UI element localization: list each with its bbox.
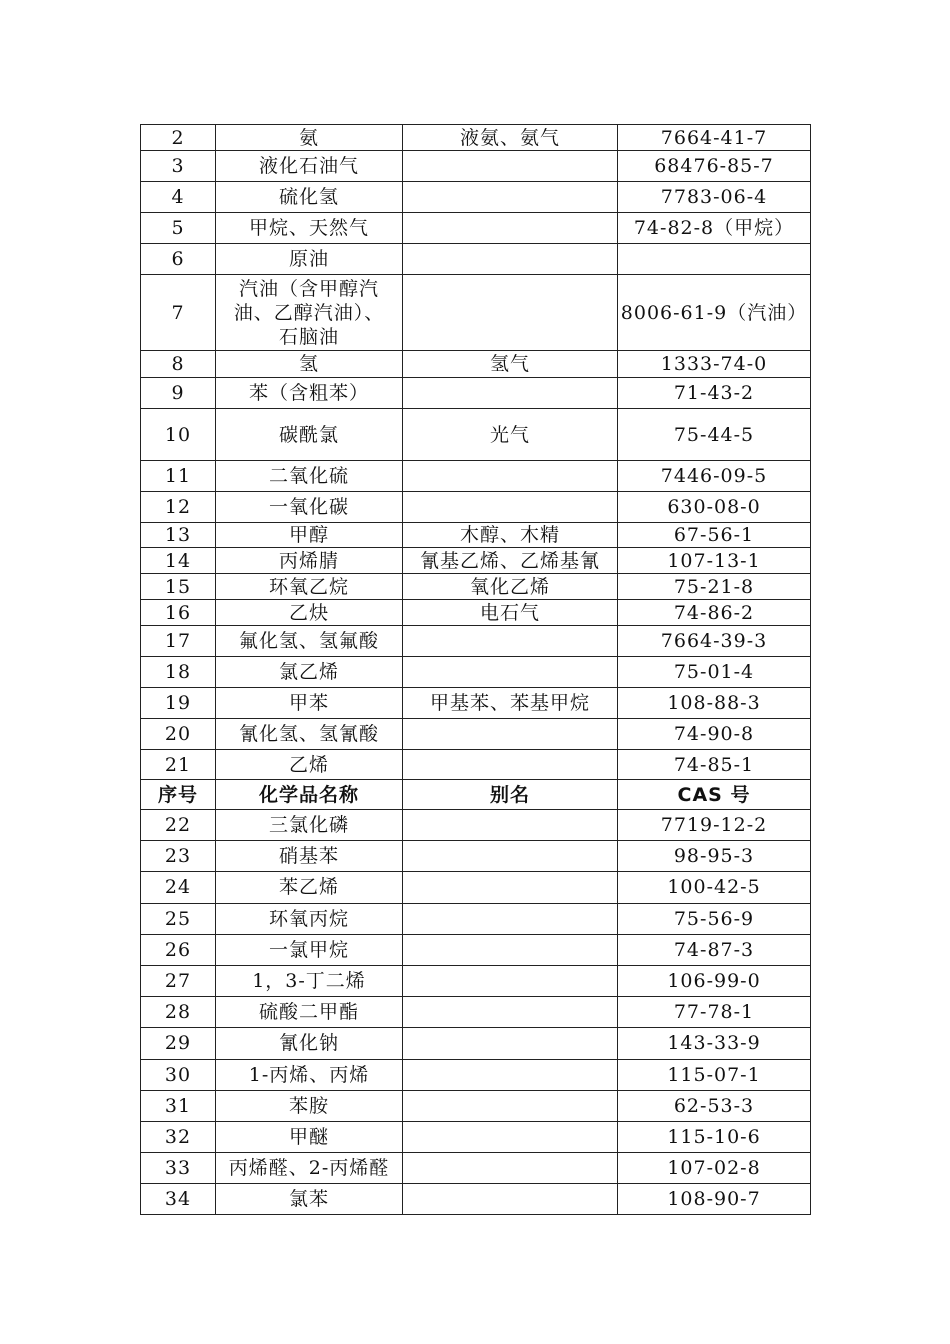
table-row [141,409,811,461]
chemical-alias: 电石气 [403,600,618,626]
table-row [141,378,811,409]
row-number: 28 [141,997,216,1028]
chemical-name: 丙烯醛、2-丙烯醛 [216,1153,403,1184]
chemical-alias: 氰基乙烯、乙烯基氰 [403,548,618,574]
chemical-alias [403,934,618,965]
chemical-name: 乙烯 [216,750,403,780]
cas-number: 1333-74-0 [618,351,811,378]
table-row [141,1153,811,1184]
cas-number: 75-44-5 [618,409,811,461]
header-name: 化学品名称 [216,780,403,810]
chemical-name: 1-丙烯、丙烯 [216,1059,403,1090]
table-row [141,600,811,626]
cas-number: 75-56-9 [618,903,811,934]
table-row [141,934,811,965]
cas-number: 74-86-2 [618,600,811,626]
table-row [141,523,811,548]
row-number: 17 [141,626,216,657]
chemical-alias [403,461,618,492]
cas-number: 74-82-8（甲烷） [618,213,811,244]
chemical-name-line: 汽油（含甲醇汽 [238,277,379,300]
chemical-name: 氰化氢、氢氰酸 [216,719,403,750]
chemical-name [216,275,403,351]
header-alias: 别名 [403,780,618,810]
cas-number [618,244,811,275]
chemical-alias [403,841,618,872]
table-row [141,182,811,213]
cas-number: 74-85-1 [618,750,811,780]
cas-number: 74-90-8 [618,719,811,750]
row-number: 14 [141,548,216,574]
table-row [141,688,811,719]
chemical-alias [403,657,618,688]
cas-number: 100-42-5 [618,872,811,903]
row-number: 33 [141,1153,216,1184]
row-number: 21 [141,750,216,780]
cas-number: 98-95-3 [618,841,811,872]
chemical-alias: 光气 [403,409,618,461]
table-row [141,213,811,244]
row-number: 7 [141,275,216,351]
row-number: 16 [141,600,216,626]
chemical-name: 丙烯腈 [216,548,403,574]
table-row [141,1059,811,1090]
chemical-name: 硝基苯 [216,841,403,872]
table-row [141,903,811,934]
cas-number: 71-43-2 [618,378,811,409]
table-row [141,351,811,378]
chemical-alias [403,275,618,351]
table-row [141,965,811,996]
chemical-alias [403,1059,618,1090]
cas-number: 115-07-1 [618,1059,811,1090]
row-number: 23 [141,841,216,872]
table-row [141,1028,811,1059]
chemical-alias [403,965,618,996]
cas-number: 62-53-3 [618,1090,811,1121]
chemical-name: 苯乙烯 [216,872,403,903]
row-number: 22 [141,810,216,841]
row-number: 5 [141,213,216,244]
table-row [141,626,811,657]
chemical-alias [403,244,618,275]
row-number: 29 [141,1028,216,1059]
table-row [141,492,811,523]
chemical-alias [403,182,618,213]
cas-number: 7664-39-3 [618,626,811,657]
chemical-name: 硫酸二甲酯 [216,997,403,1028]
row-number: 30 [141,1059,216,1090]
header-cas: CAS 号 [618,780,811,810]
chemical-name: 一氧化碳 [216,492,403,523]
chemical-name: 苯胺 [216,1090,403,1121]
cas-number: 7719-12-2 [618,810,811,841]
chemical-alias [403,719,618,750]
chemical-name-line: 石脑油 [278,325,339,348]
row-number: 18 [141,657,216,688]
table-row [141,461,811,492]
chemical-alias: 氢气 [403,351,618,378]
cas-number: 7446-09-5 [618,461,811,492]
chemical-name: 氢 [216,351,403,378]
cas-number: 77-78-1 [618,997,811,1028]
chemical-alias: 氧化乙烯 [403,574,618,600]
table-row [141,810,811,841]
chemical-name: 氰化钠 [216,1028,403,1059]
cas-number: 108-88-3 [618,688,811,719]
cas-number: 68476-85-7 [618,151,811,182]
chemical-name: 氟化氢、氢氟酸 [216,626,403,657]
chemical-alias [403,151,618,182]
chemical-name: 环氧丙烷 [216,903,403,934]
chemical-name: 甲醚 [216,1121,403,1152]
cas-number: 115-10-6 [618,1121,811,1152]
cas-number: 8006-61-9（汽油） [618,275,811,351]
table-row [141,719,811,750]
chemical-alias [403,1090,618,1121]
chemical-name: 氨 [216,125,403,151]
cas-number: 67-56-1 [618,523,811,548]
table-row [141,657,811,688]
chemical-alias [403,903,618,934]
cas-number: 75-01-4 [618,657,811,688]
hazardous-chemicals-table [140,124,811,1215]
table-row [141,125,811,151]
chemical-name: 1，3-丁二烯 [216,965,403,996]
row-number: 19 [141,688,216,719]
chemical-name: 三氯化磷 [216,810,403,841]
chemical-alias [403,1184,618,1215]
chemical-alias [403,1153,618,1184]
table-body-part-2 [141,810,811,1215]
row-number: 11 [141,461,216,492]
chemical-alias [403,1028,618,1059]
chemical-name: 氯苯 [216,1184,403,1215]
row-number: 3 [141,151,216,182]
cas-number: 143-33-9 [618,1028,811,1059]
table-header-repeat [141,780,811,810]
chemical-name: 甲苯 [216,688,403,719]
chemical-name: 甲烷、天然气 [216,213,403,244]
chemical-name: 原油 [216,244,403,275]
cas-number: 74-87-3 [618,934,811,965]
header-row [141,780,811,810]
cas-number: 108-90-7 [618,1184,811,1215]
table-row [141,244,811,275]
row-number: 9 [141,378,216,409]
chemical-name: 苯（含粗苯） [216,378,403,409]
chemical-alias [403,626,618,657]
table-row [141,750,811,780]
row-number: 26 [141,934,216,965]
table-body-part-1 [141,125,811,780]
table-row [141,574,811,600]
row-number: 6 [141,244,216,275]
chemical-alias [403,997,618,1028]
row-number: 32 [141,1121,216,1152]
chemical-alias: 甲基苯、苯基甲烷 [403,688,618,719]
table-row [141,275,811,351]
chemical-alias [403,1121,618,1152]
row-number: 10 [141,409,216,461]
table-row [141,997,811,1028]
cas-number: 106-99-0 [618,965,811,996]
chemical-name: 硫化氢 [216,182,403,213]
chemical-alias [403,378,618,409]
chemical-name: 碳酰氯 [216,409,403,461]
table-row [141,548,811,574]
chemical-name: 氯乙烯 [216,657,403,688]
cas-number: 107-13-1 [618,548,811,574]
row-number: 34 [141,1184,216,1215]
chemical-alias [403,750,618,780]
chemical-alias [403,213,618,244]
row-number: 15 [141,574,216,600]
row-number: 20 [141,719,216,750]
cas-number: 7783-06-4 [618,182,811,213]
chemical-alias [403,872,618,903]
table-row [141,872,811,903]
row-number: 13 [141,523,216,548]
cas-number: 7664-41-7 [618,125,811,151]
row-number: 25 [141,903,216,934]
chemical-name: 环氧乙烷 [216,574,403,600]
chemical-alias [403,810,618,841]
row-number: 2 [141,125,216,151]
chemical-alias: 液氨、氨气 [403,125,618,151]
row-number: 12 [141,492,216,523]
chemical-name: 液化石油气 [216,151,403,182]
cas-number: 630-08-0 [618,492,811,523]
row-number: 27 [141,965,216,996]
table-row [141,1121,811,1152]
row-number: 31 [141,1090,216,1121]
row-number: 4 [141,182,216,213]
chemical-name: 甲醇 [216,523,403,548]
table-row [141,1090,811,1121]
chemical-name-line: 油、乙醇汽油）、 [233,301,385,324]
table-row [141,841,811,872]
header-no: 序号 [141,780,216,810]
row-number: 24 [141,872,216,903]
row-number: 8 [141,351,216,378]
cas-number: 75-21-8 [618,574,811,600]
chemical-alias: 木醇、木精 [403,523,618,548]
table-row [141,151,811,182]
cas-number: 107-02-8 [618,1153,811,1184]
chemical-alias [403,492,618,523]
chemical-name: 乙炔 [216,600,403,626]
table-row [141,1184,811,1215]
chemical-name: 一氯甲烷 [216,934,403,965]
chemical-name: 二氧化硫 [216,461,403,492]
